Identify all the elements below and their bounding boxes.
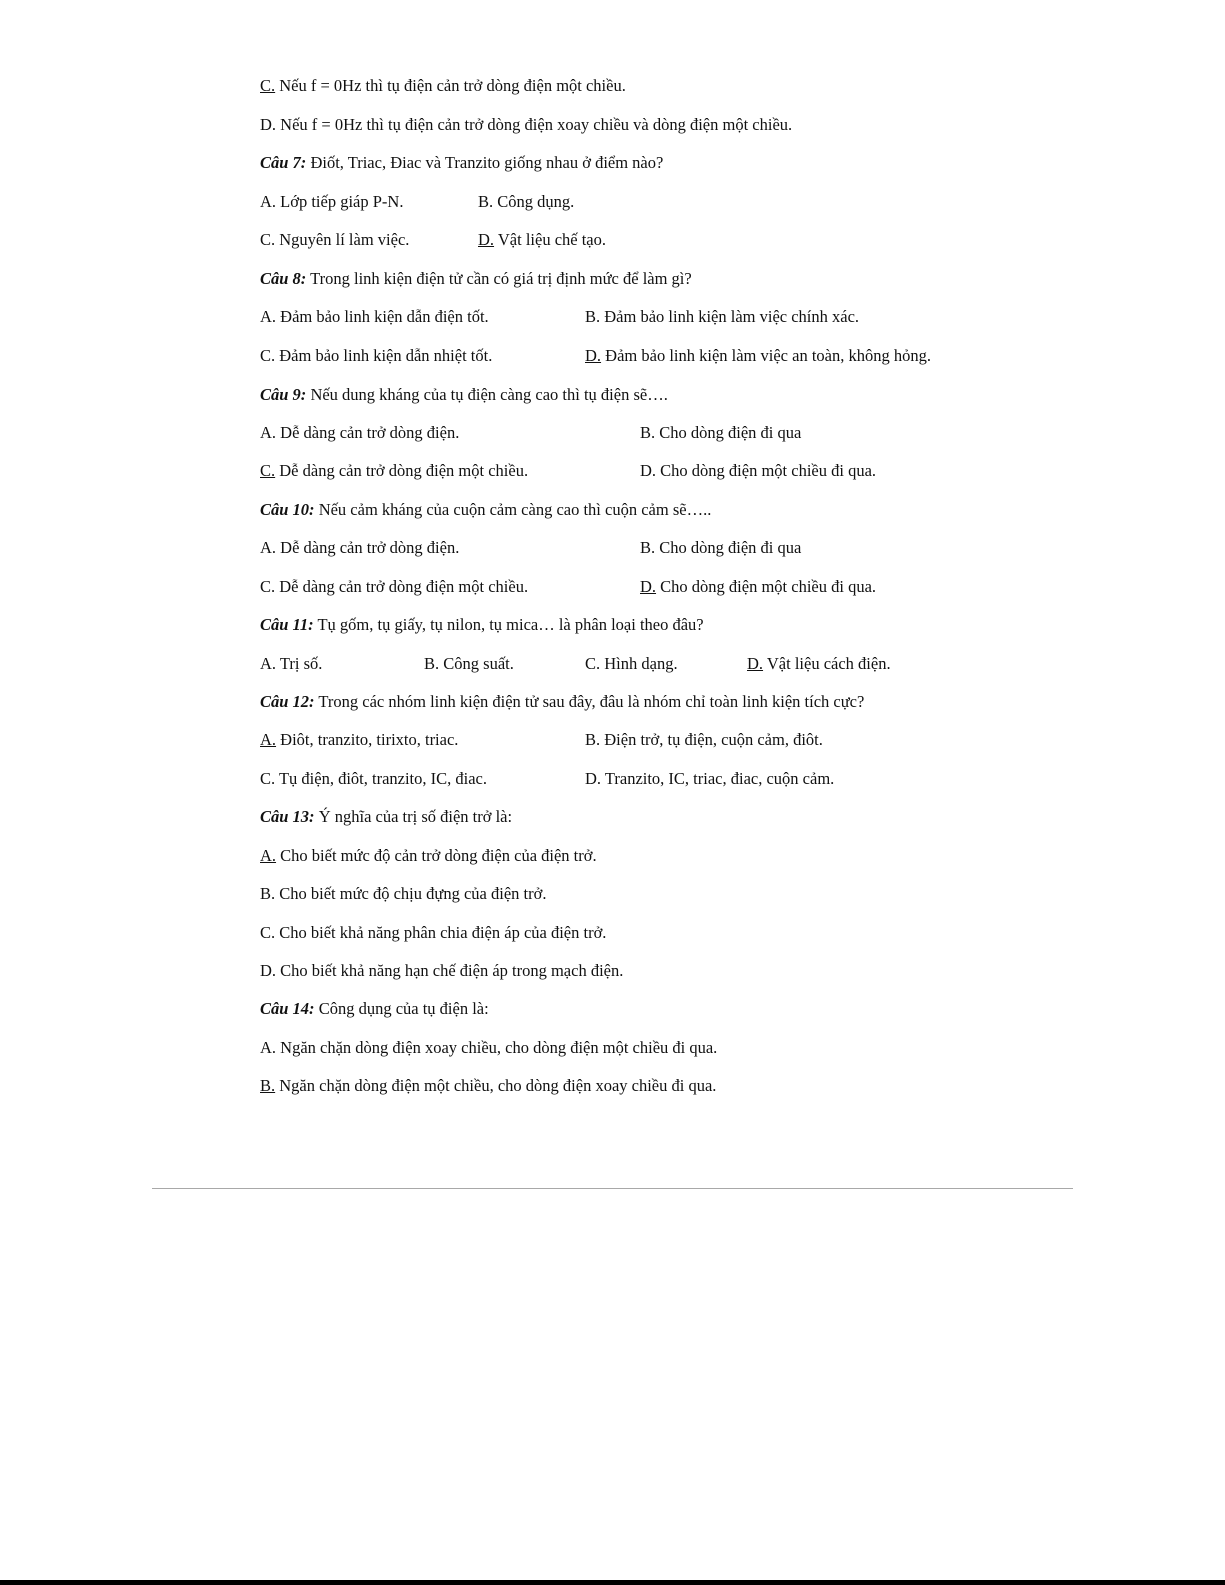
option-c (260, 921, 606, 945)
option-text: Trị số. (276, 654, 323, 673)
option-letter: B. (640, 423, 656, 442)
page-divider (152, 1188, 1073, 1189)
option-letter: A. (260, 538, 277, 557)
question-12 (260, 690, 864, 714)
option-text: Công suất. (439, 654, 514, 673)
option-d (640, 459, 876, 483)
option-letter: C. (260, 769, 276, 788)
option-letter: B. (585, 307, 601, 326)
question-label: Câu 8: (260, 269, 307, 288)
question-label: Câu 10: (260, 500, 315, 519)
option-letter: B. (478, 192, 494, 211)
option-c (260, 575, 528, 599)
option-line (260, 74, 626, 98)
question-text: Nếu dung kháng của tụ điện càng cao thì tụ điện sẽ…. (306, 385, 668, 404)
option-a (260, 421, 459, 445)
option-text: Dễ dàng cản trở dòng điện một chiều. (275, 577, 529, 596)
option-text: Cho biết khả năng phân chia điện áp của điện trở. (275, 923, 607, 942)
option-line (260, 113, 792, 137)
option-text: Vật liệu cách điện. (763, 654, 891, 673)
option-d (747, 652, 891, 676)
option-text: Lớp tiếp giáp P-N. (276, 192, 404, 211)
option-b (585, 728, 823, 752)
question-text: Ý nghĩa của trị số điện trở là: (314, 807, 513, 826)
option-text: Đảm bảo linh kiện làm việc chính xác. (600, 307, 860, 326)
option-letter: B. (260, 884, 276, 903)
option-text: Nguyên lí làm việc. (275, 230, 410, 249)
option-letter: C. (585, 654, 601, 673)
option-letter: D. (260, 961, 277, 980)
option-text: Cho biết khả năng hạn chế điện áp trong mạch điện. (276, 961, 624, 980)
question-11 (260, 613, 704, 637)
question-label: Câu 9: (260, 385, 307, 404)
question-label: Câu 12: (260, 692, 315, 711)
question-label: Câu 11: (260, 615, 314, 634)
option-text: Điện trở, tụ điện, cuộn cảm, điôt. (600, 730, 823, 749)
option-text: Đảm bảo linh kiện làm việc an toàn, không hỏng. (601, 346, 931, 365)
option-d (640, 575, 876, 599)
option-text: Công dụng. (493, 192, 575, 211)
option-b (260, 882, 546, 906)
option-text: Cho dòng điện đi qua (655, 423, 802, 442)
question-text: Trong linh kiện điện tử cần có giá trị định mức để làm gì? (306, 269, 692, 288)
option-a (260, 652, 322, 676)
question-14 (260, 997, 489, 1021)
option-letter: B. (640, 538, 656, 557)
question-10 (260, 498, 711, 522)
option-letter: A. (260, 192, 277, 211)
option-text: Đảm bảo linh kiện dẫn điện tốt. (276, 307, 489, 326)
option-c (260, 344, 492, 368)
option-b (478, 190, 574, 214)
option-text: Dễ dàng cản trở dòng điện. (276, 423, 460, 442)
option-text: Nếu f = 0Hz thì tụ điện cản trở dòng điện một chiều. (275, 76, 626, 95)
option-text: Cho biết mức độ chịu đựng của điện trở. (275, 884, 547, 903)
option-a (260, 536, 459, 560)
question-text: Nếu cảm kháng của cuộn cảm càng cao thì cuộn cảm sẽ….. (314, 500, 712, 519)
option-c (260, 767, 487, 791)
option-letter: A. (260, 423, 277, 442)
option-b (260, 1074, 716, 1098)
option-letter: A. (260, 654, 277, 673)
option-text: Dễ dàng cản trở dòng điện một chiều. (275, 461, 529, 480)
option-letter: D. (260, 115, 277, 134)
question-8 (260, 267, 692, 291)
option-b (640, 536, 801, 560)
option-d (478, 228, 606, 252)
option-a (260, 305, 489, 329)
option-text: Dễ dàng cản trở dòng điện. (276, 538, 460, 557)
option-letter: C. (260, 577, 276, 596)
option-letter: D. (640, 461, 657, 480)
option-letter: A. (260, 730, 277, 749)
option-letter: D. (747, 654, 764, 673)
question-text: Công dụng của tụ điện là: (314, 999, 489, 1018)
option-text: Nếu f = 0Hz thì tụ điện cản trở dòng điện xoay chiều và dòng điện một chiều. (276, 115, 793, 134)
option-text: Điôt, tranzito, tirixto, triac. (276, 730, 459, 749)
option-b (640, 421, 801, 445)
question-label: Câu 13: (260, 807, 315, 826)
option-letter: A. (260, 307, 277, 326)
question-label: Câu 14: (260, 999, 315, 1018)
option-c (585, 652, 678, 676)
option-d (585, 767, 834, 791)
option-text: Hình dạng. (600, 654, 678, 673)
option-a (260, 190, 403, 214)
option-b (424, 652, 514, 676)
option-letter: C. (260, 230, 276, 249)
option-letter: D. (585, 769, 602, 788)
option-b (585, 305, 859, 329)
option-letter: D. (585, 346, 602, 365)
option-text: Ngăn chặn dòng điện một chiều, cho dòng điện xoay chiều đi qua. (275, 1076, 717, 1095)
option-letter: C. (260, 76, 276, 95)
option-text: Cho dòng điện một chiều đi qua. (656, 461, 877, 480)
bottom-edge (0, 1580, 1225, 1585)
option-letter: C. (260, 346, 276, 365)
option-letter: D. (478, 230, 495, 249)
option-a (260, 844, 597, 868)
option-letter: C. (260, 461, 276, 480)
question-text: Trong các nhóm linh kiện điện tử sau đây, đâu là nhóm chỉ toàn linh kiện tích cực? (314, 692, 865, 711)
option-text: Tụ điện, điôt, tranzito, IC, điac. (275, 769, 487, 788)
option-text: Đảm bảo linh kiện dẫn nhiệt tốt. (275, 346, 493, 365)
option-d (585, 344, 931, 368)
question-text: Tụ gốm, tụ giấy, tụ nilon, tụ mica… là phân loại theo đâu? (313, 615, 704, 634)
option-letter: A. (260, 846, 277, 865)
option-c (260, 228, 409, 252)
option-letter: B. (260, 1076, 276, 1095)
option-text: Cho biết mức độ cản trở dòng điện của điện trở. (276, 846, 597, 865)
option-letter: B. (424, 654, 440, 673)
option-a (260, 728, 458, 752)
option-a (260, 1036, 717, 1060)
option-c (260, 459, 528, 483)
option-letter: A. (260, 1038, 277, 1057)
option-d (260, 959, 623, 983)
option-text: Cho dòng điện đi qua (655, 538, 802, 557)
question-9 (260, 383, 668, 407)
question-label: Câu 7: (260, 153, 307, 172)
option-letter: B. (585, 730, 601, 749)
question-13 (260, 805, 512, 829)
question-text: Điốt, Triac, Điac và Tranzito giống nhau ở điểm nào? (306, 153, 664, 172)
question-7 (260, 151, 663, 175)
option-text: Tranzito, IC, triac, điac, cuộn cảm. (601, 769, 835, 788)
option-text: Cho dòng điện một chiều đi qua. (656, 577, 877, 596)
option-text: Ngăn chặn dòng điện xoay chiều, cho dòng điện một chiều đi qua. (276, 1038, 718, 1057)
option-text: Vật liệu chế tạo. (494, 230, 606, 249)
option-letter: C. (260, 923, 276, 942)
option-letter: D. (640, 577, 657, 596)
